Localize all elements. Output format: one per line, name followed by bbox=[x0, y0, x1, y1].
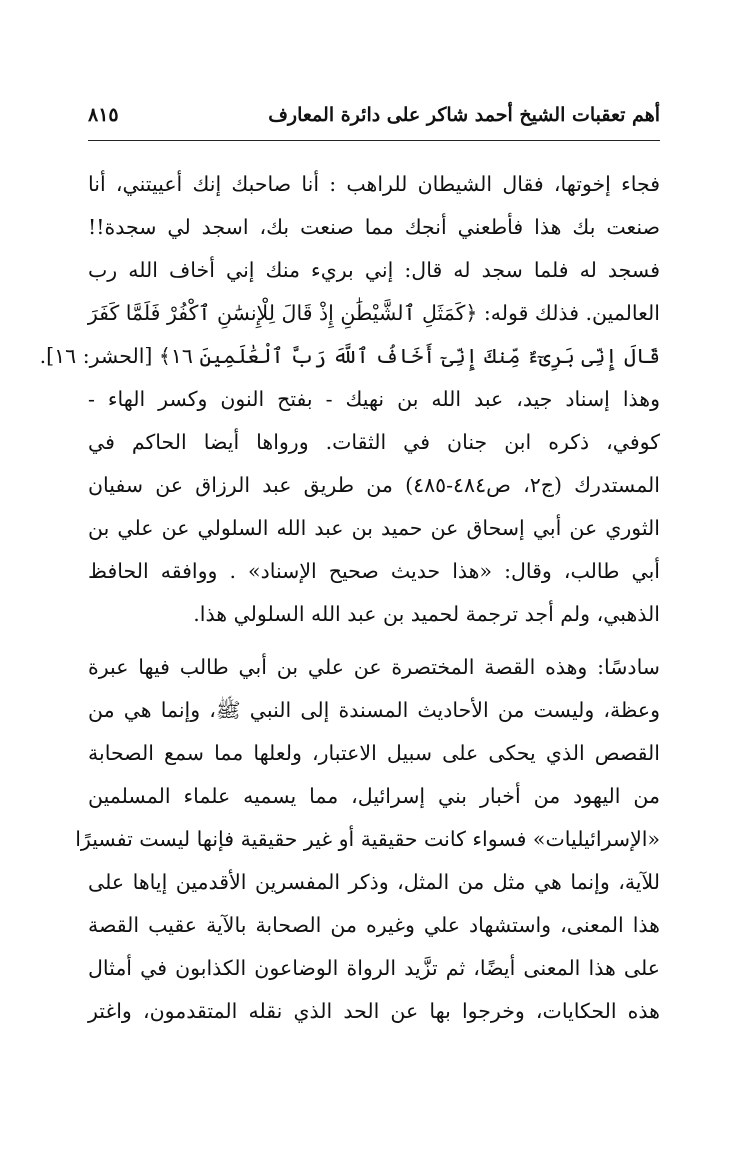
text-line: الذهبي، ولم أجد ترجمة لحميد بن عبد الله السلولي هذا. bbox=[193, 602, 660, 626]
paragraph-gap bbox=[88, 636, 660, 646]
quran-verse-line: العالمين. فذلك قوله: ﴿كَمَثَلِ ٱلشَّيْطَٰنِ إِذْ قَالَ لِلْإِنسَٰنِ ٱكْفُرْ فَلَمَّا كَفَرَ bbox=[87, 301, 660, 325]
text-line: القصص الذي يحكى على سبيل الاعتبار، ولعلها مما سمع الصحابة bbox=[88, 741, 660, 765]
running-header bbox=[88, 102, 660, 142]
text-line: صنعت بك هذا فأطعني أنجك مما صنعت بك، اسجد لي سجدة!! bbox=[88, 215, 660, 239]
text-line: فسجد له فلما سجد له قال: إني بريء منك إني أخاف الله رب bbox=[88, 258, 660, 282]
text-line: المستدرك (ج٢، ص٤٨٤-٤٨٥) من طريق عبد الرزاق عن سفيان bbox=[88, 473, 660, 497]
text-line: من اليهود من أخبار بني إسرائيل، مما يسميه علماء المسلمين bbox=[88, 784, 660, 808]
body-text bbox=[39, 163, 660, 1033]
text-line: كوفي، ذكره ابن جنان في الثقات. ورواها أيضا الحاكم في bbox=[88, 430, 660, 454]
text-line: وعظة، وليست من الأحاديث المسندة إلى النبي ﷺ، وإنما هي من bbox=[88, 698, 660, 722]
text-line: هذا المعنى، واستشهاد علي وغيره من الصحابة بالآية عقيب القصة bbox=[88, 913, 660, 937]
text-line: الثوري عن أبي إسحاق عن حميد بن عبد الله السلولي عن علي بن bbox=[88, 516, 660, 540]
text-line: للآية، وإنما هي مثل من المثل، وذكر المفسرين الأقدمين إياها على bbox=[88, 870, 660, 894]
paragraph-2 bbox=[75, 646, 660, 1033]
page-number: ٨١٥ bbox=[88, 104, 119, 126]
text-line: «الإسرائيليات» فسواء كانت حقيقية أو غير حقيقية فإنها ليست تفسيرًا bbox=[75, 827, 660, 851]
header-title: أهم تعقبات الشيخ أحمد شاكر على دائرة المعارف bbox=[268, 104, 660, 126]
text-line: هذه الحكايات، وخرجوا بها عن الحد الذي نقله المتقدمون، واغتر bbox=[88, 999, 660, 1023]
paragraph-1 bbox=[39, 163, 660, 636]
text-line: فجاء إخوتها، فقال الشيطان للراهب : أنا صاحبك إنك أعييتني، أنا bbox=[88, 172, 660, 196]
text-line: على هذا المعنى أيضًا، ثم تزَّيد الرواة الوضاعون الكذابون في أمثال bbox=[88, 956, 660, 980]
text-line: سادسًا: وهذه القصة المختصرة عن علي بن أبي طالب فيها عبرة bbox=[88, 655, 660, 679]
header-divider bbox=[88, 140, 660, 141]
text-line: أبي طالب، وقال: «هذا حديث صحيح الإسناد» . ووافقه الحافظ bbox=[88, 559, 660, 583]
quran-verse-line: قَالَ إِنِّى بَرِىٓءٌ مِّنكَ إِنِّىٓ أَخَافُ ٱللَّهَ رَبَّ ٱلْعَٰلَمِينَ ١٦﴾ [الحشر: ١٦]. bbox=[39, 344, 660, 368]
text-line: وهذا إسناد جيد، عبد الله بن نهيك - بفتح النون وكسر الهاء - bbox=[88, 387, 660, 411]
